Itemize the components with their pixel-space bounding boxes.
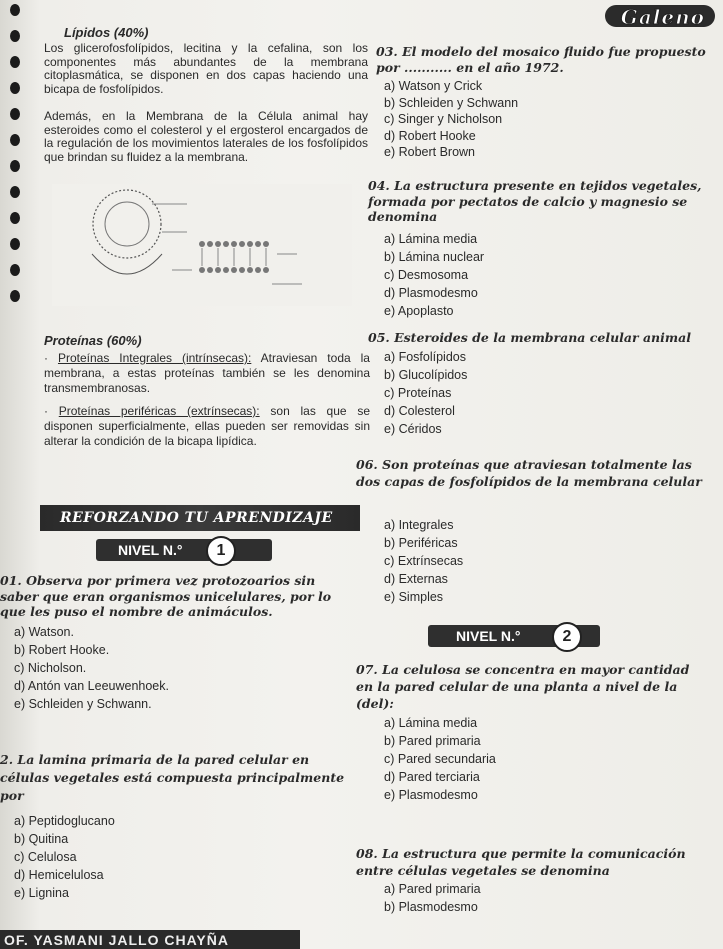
proteinas-integrales-label: Proteínas Integrales (intrínsecas):: [57, 351, 252, 365]
reforzando-banner: REFORZANDO TU APRENDIZAJE: [40, 505, 360, 531]
option-02-e[interactable]: e) Lignina: [14, 886, 69, 900]
question-04: 04. La estructura presente en tejidos vegetales, formada por pectatos de calcio y magnesio se denomina: [368, 178, 702, 224]
option-01-b[interactable]: b) Robert Hooke.: [14, 643, 110, 657]
option-01-d[interactable]: d) Antón van Leeuwenhoek.: [14, 679, 169, 693]
option-03-b[interactable]: b) Schleiden y Schwann: [384, 95, 519, 110]
lipidos-heading: Lípidos (40%): [64, 25, 149, 40]
option-02-b[interactable]: b) Quitina: [14, 832, 69, 846]
option-05-a[interactable]: a) Fosfolípidos: [384, 350, 466, 364]
proteinas-integrales-text: Atraviesan toda la membrana, a estas proteínas también se les denomina transmembranosas.: [44, 351, 370, 395]
question-07: 07. La celulosa se concentra en mayor cantidad en la pared celular de una planta a nivel de la (del):: [356, 662, 690, 711]
membrane-diagram: [52, 184, 352, 306]
question-06-options: [384, 516, 463, 606]
option-05-d[interactable]: d) Colesterol: [384, 404, 455, 418]
option-04-e[interactable]: e) Apoplasto: [384, 304, 454, 318]
question-05: 05. Esteroides de la membrana celular animal: [368, 330, 691, 345]
question-01: 01. Observa por primera vez protozoarios sin saber que eran organismos unicelulares, por lo que les puso el nombre de animáculos.: [0, 573, 332, 619]
option-08-a[interactable]: a) Pared primaria: [384, 882, 481, 896]
proteinas-perifericas-text: son las que se disponen superficialmente, ellas pueden ser removidas sin alterar la condición de la bicapa lipídica.: [44, 404, 370, 448]
option-06-a[interactable]: a) Integrales: [384, 518, 454, 532]
option-06-b[interactable]: b) Periféricas: [384, 536, 458, 550]
nivel-2-badge: NIVEL N.° 2: [428, 625, 600, 647]
option-02-d[interactable]: d) Hemicelulosa: [14, 868, 104, 882]
question-08-options: [384, 880, 481, 916]
option-07-c[interactable]: c) Pared secundaria: [384, 752, 496, 766]
question-08: 08. La estructura que permite la comunicación entre células vegetales se denomina: [356, 846, 686, 878]
lipidos-paragraph-2: Además, en la Membrana de la Célula animal hay esteroides como el colesterol y el ergosterol encargados de la regulación de los movimientos laterales de los fosfolípidos que brindan su fluidez a la membrana.: [44, 109, 368, 164]
option-04-b[interactable]: b) Lámina nuclear: [384, 250, 485, 264]
option-03-e[interactable]: e) Robert Brown: [384, 145, 476, 159]
question-02: 2. La lamina primaria de la pared celular en células vegetales está compuesta principalmente por: [0, 752, 345, 803]
option-07-b[interactable]: b) Pared primaria: [384, 734, 481, 748]
option-05-c[interactable]: c) Proteínas: [384, 386, 452, 400]
option-04-a[interactable]: a) Lámina media: [384, 232, 478, 246]
option-02-a[interactable]: a) Peptidoglucano: [14, 814, 115, 828]
option-06-e[interactable]: e) Simples: [384, 590, 444, 604]
nivel-1-badge: NIVEL N.° 1: [96, 539, 272, 561]
question-03: 03. El modelo del mosaico fluido fue propuesto por ........... en el año 1972.: [376, 44, 706, 75]
brand-logo: Galeno: [585, 2, 715, 28]
option-05-b[interactable]: b) Glucolípidos: [384, 368, 468, 382]
option-07-e[interactable]: e) Plasmodesmo: [384, 788, 478, 802]
option-01-a[interactable]: a) Watson.: [14, 625, 74, 639]
question-04-options: [384, 230, 484, 320]
option-03-c[interactable]: c) Singer y Nicholson: [384, 112, 503, 126]
lipidos-paragraph-1: Los glicerofosfolípidos, lecitina y la cefalina, son los componentes más abundantes de la membrana citoplasmática, se disponen en dos capas haciendo una bicapa de fosfolípidos.: [44, 41, 368, 96]
option-06-c[interactable]: c) Extrínsecas: [384, 554, 464, 568]
option-01-c[interactable]: c) Nicholson.: [14, 661, 87, 675]
question-01-options: [14, 623, 169, 713]
option-04-c[interactable]: c) Desmosoma: [384, 268, 469, 282]
option-07-d[interactable]: d) Pared terciaria: [384, 770, 480, 784]
spiral-binding: [0, 0, 34, 949]
option-03-a[interactable]: a) Watson y Crick: [384, 79, 483, 93]
proteinas-integrales-item: · Proteínas Integrales (intrínsecas): Atraviesan toda la membrana, a estas proteínas también se les denomina transmembranosas.: [44, 351, 370, 395]
question-02-options: [14, 812, 115, 902]
question-06: 06. Son proteínas que atraviesan totalmente las dos capas de fosfolípidos de la membrana celular: [356, 457, 702, 489]
proteinas-perifericas-item: · Proteínas periféricas (extrínsecas): son las que se disponen superficialmente, ellas pueden ser removidas sin alterar la condición de la bicapa lipídica.: [44, 404, 370, 448]
question-07-options: [384, 714, 496, 804]
option-02-c[interactable]: c) Celulosa: [14, 850, 77, 864]
option-01-e[interactable]: e) Schleiden y Schwann.: [14, 697, 152, 711]
option-07-a[interactable]: a) Lámina media: [384, 716, 478, 730]
option-06-d[interactable]: d) Externas: [384, 572, 448, 586]
proteinas-perifericas-label: Proteínas periféricas (extrínsecas):: [58, 404, 260, 418]
footer-author-bar: OF. YASMANI JALLO CHAYÑA: [0, 930, 300, 949]
question-05-options: [384, 348, 467, 438]
option-08-b[interactable]: b) Plasmodesmo: [384, 900, 478, 914]
option-04-d[interactable]: d) Plasmodesmo: [384, 286, 478, 300]
option-03-d[interactable]: d) Robert Hooke: [384, 128, 476, 143]
question-03-options: [384, 78, 518, 161]
proteinas-heading: Proteínas (60%): [44, 333, 142, 348]
option-05-e[interactable]: e) Céridos: [384, 422, 442, 436]
